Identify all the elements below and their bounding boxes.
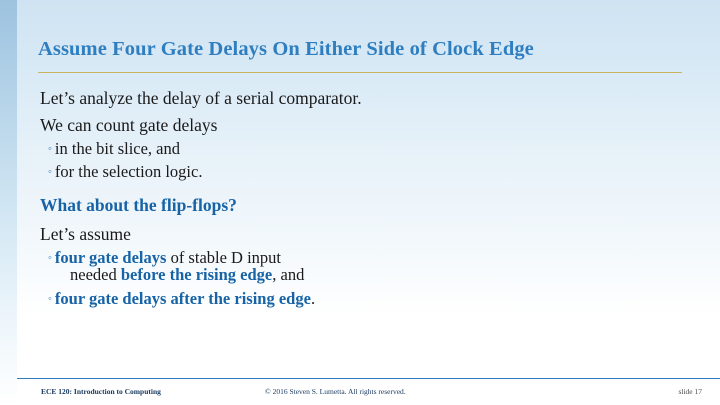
bullet-dot-icon: ◦ (48, 143, 52, 155)
list-item (48, 249, 690, 284)
list-item-label: in the bit slice, and (54, 139, 181, 158)
slide-body (40, 90, 690, 313)
list-item-emphasis: four gate delays after the rising edge (54, 288, 311, 308)
continuation-suffix: , and (272, 265, 305, 285)
bullet-dot-icon: ◦ (48, 166, 52, 179)
continuation-prefix: needed (70, 265, 121, 285)
assume-line: Let’s assume (40, 223, 131, 244)
title-divider (38, 72, 682, 73)
page-title: Assume Four Gate Delays On Either Side of Clock Edge (38, 38, 534, 60)
bullet-dot-icon: ◦ (48, 252, 52, 265)
footer (17, 384, 720, 405)
list-item (48, 163, 690, 180)
footer-copyright: © 2016 Steven S. Lumetta. All rights reserved. (265, 387, 406, 396)
list-item-label: of stable D input (166, 248, 282, 268)
list-item-label: for the selection logic. (54, 162, 203, 182)
slide-number: slide 17 (678, 387, 702, 396)
continuation-emphasis: before the rising edge (120, 265, 273, 285)
bullet-dot-icon: ◦ (48, 292, 52, 305)
count-line: We can count gate delays (40, 114, 218, 135)
list-item-emphasis: four gate delays (54, 248, 167, 268)
left-accent-bar (0, 0, 17, 405)
footer-course-label: ECE 120: Introduction to Computing (41, 387, 161, 396)
intro-line: Let’s analyze the delay of a serial comparator. (40, 88, 362, 108)
list-item (48, 140, 690, 157)
footer-divider (17, 378, 720, 379)
list-item-continuation (70, 266, 690, 283)
list-item-label: . (310, 288, 316, 308)
list-item (48, 290, 690, 307)
question-heading: What about the flip-flops? (40, 194, 237, 215)
